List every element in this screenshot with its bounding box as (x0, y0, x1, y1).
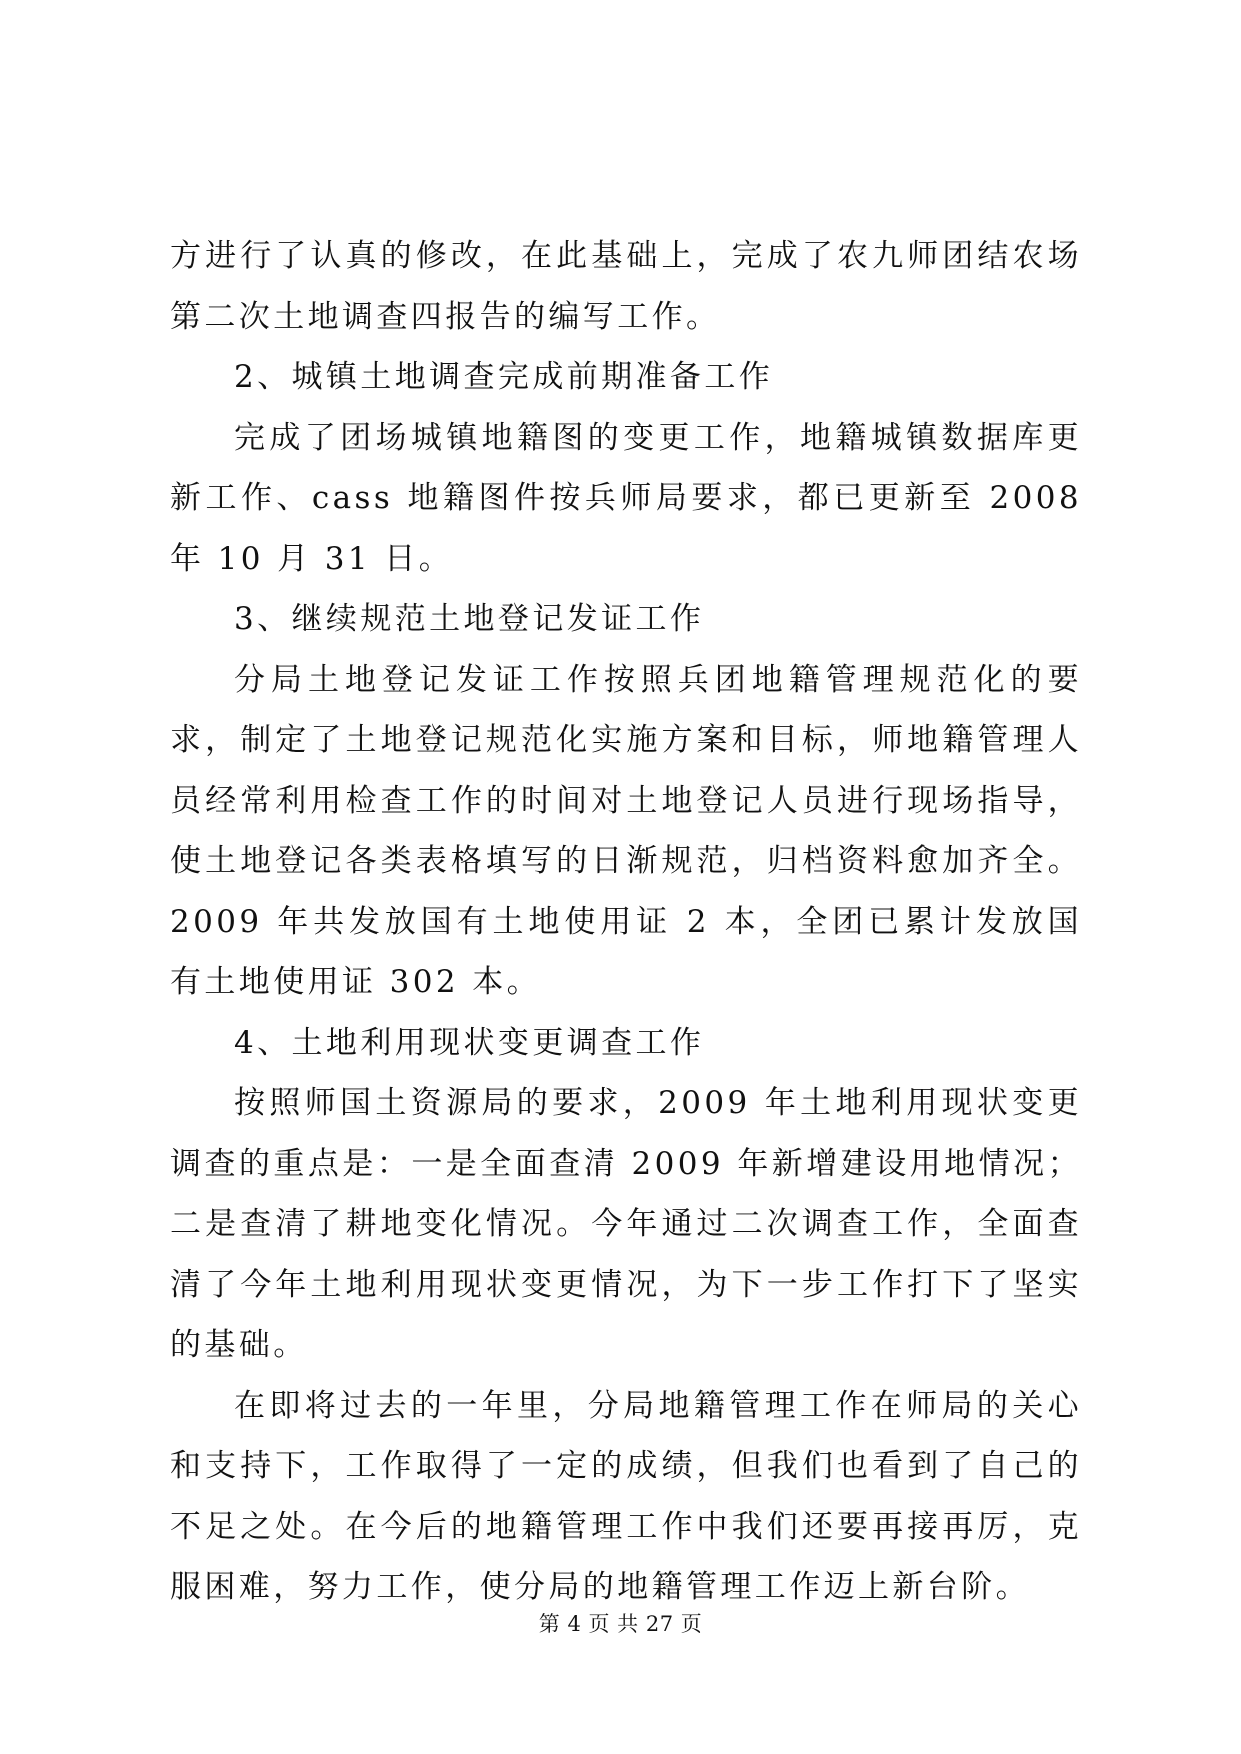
paragraph-urban-survey: 完成了团场城镇地籍图的变更工作，地籍城镇数据库更新工作、cass 地籍图件按兵师局要求，都已更新至 2008 年 10 月 31 日。 (170, 419, 1082, 577)
page-number-footer: 第 4 页 共 27 页 (538, 1612, 703, 1636)
section-heading-4: 4、土地利用现状变更调查工作 (234, 1024, 705, 1061)
paragraph-continuation: 方进行了认真的修改，在此基础上，完成了农九师团结农场第二次土地调查四报告的编写工作。 (170, 238, 1082, 335)
section-heading-2: 2、城镇土地调查完成前期准备工作 (234, 359, 774, 395)
paragraph-land-use-change: 按照师国土资源局的要求，2009 年土地利用现状变更调查的重点是：一是全面查清 2009 年新增建设用地情况；二是查清了耕地变化情况。今年通过二次调查工作，全面查清了今年土地利用现状变更情况，为下一步工作打下了坚实的基础。 (170, 1085, 1082, 1363)
paragraph-conclusion: 在即将过去的一年里，分局地籍管理工作在师局的关心和支持下，工作取得了一定的成绩，但我们也看到了自己的不足之处。在今后的地籍管理工作中我们还要再接再厉，克服困难，努力工作，使分局的地籍管理工作迈上新台阶。 (170, 1387, 1082, 1605)
document-body (170, 226, 1082, 1618)
paragraph-land-registration: 分局土地登记发证工作按照兵团地籍管理规范化的要求，制定了土地登记规范化实施方案和目标，师地籍管理人员经常利用检查工作的时间对土地登记人员进行现场指导，使土地登记各类表格填写的日渐规范，归档资料愈加齐全。2009 年共发放国有土地使用证 2 本，全团已累计发放国有土地使用证 302 本。 (170, 661, 1082, 1000)
section-heading-3: 3、继续规范土地登记发证工作 (234, 601, 705, 637)
